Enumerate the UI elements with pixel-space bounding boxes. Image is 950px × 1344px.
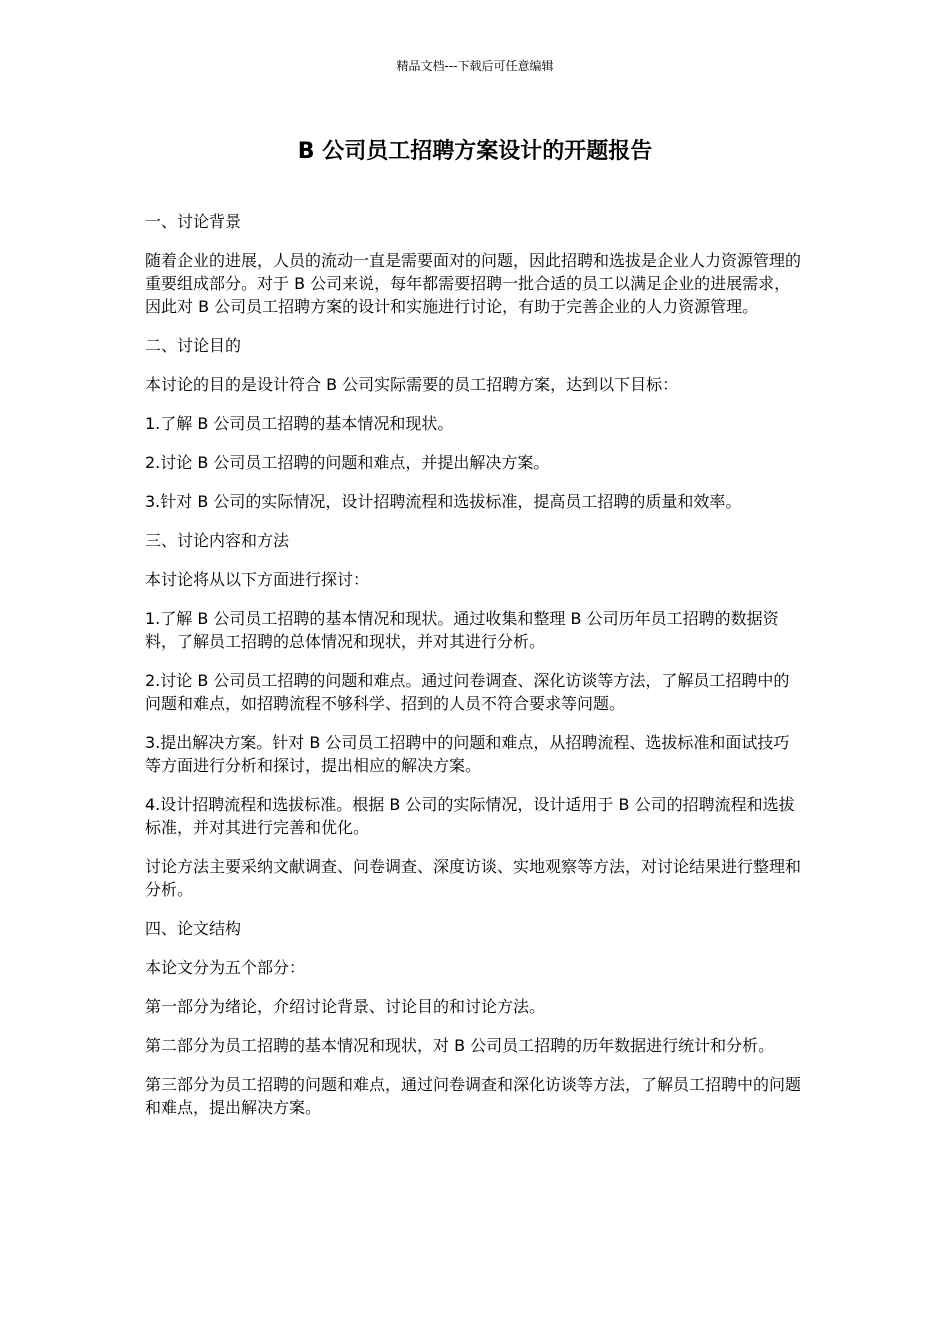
section-heading-content-methods: 三、讨论内容和方法: [145, 531, 290, 550]
section-heading-background: 一、讨论背景: [145, 212, 242, 231]
purpose-item-1: 1.了解 B 公司员工招聘的基本情况和现状。: [145, 414, 454, 433]
structure-part-1: 第一部分为绪论，介绍讨论背景、讨论目的和讨论方法。: [145, 997, 546, 1016]
content-item-4: 4.设计招聘流程和选拔标准。根据 B 公司的实际情况，设计适用于 B 公司的招聘流程和选拔标准，并对其进行完善和优化。: [145, 795, 795, 837]
content-item-1: 1.了解 B 公司员工招聘的基本情况和现状。通过收集和整理 B 公司历年员工招聘的数据资料，了解员工招聘的总体情况和现状，并对其进行分析。: [145, 609, 779, 651]
page-header: 精品文档---下载后可任意编辑: [396, 59, 554, 73]
paragraph-structure-intro: 本论文分为五个部分：: [145, 958, 306, 977]
document-title: B 公司员工招聘方案设计的开题报告: [297, 139, 653, 164]
section-heading-purpose: 二、讨论目的: [145, 336, 242, 355]
paragraph-methods: 讨论方法主要采纳文献调查、问卷调查、深度访谈、实地观察等方法，对讨论结果进行整理和分析。: [145, 857, 802, 899]
structure-part-3: 第三部分为员工招聘的问题和难点，通过问卷调查和深化访谈等方法，了解员工招聘中的问题和难点，提出解决方案。: [145, 1075, 802, 1117]
structure-part-2: 第二部分为员工招聘的基本情况和现状，对 B 公司员工招聘的历年数据进行统计和分析。: [145, 1036, 775, 1055]
paragraph-background: 随着企业的进展，人员的流动一直是需要面对的问题，因此招聘和选拔是企业人力资源管理的重要组成部分。对于 B 公司来说，每年都需要招聘一批合适的员工以满足企业的进展需求，因此对 B 公司员工招聘方案的设计和实施进行讨论，有助于完善企业的人力资源管理。: [145, 251, 802, 316]
paragraph-purpose-intro: 本讨论的目的是设计符合 B 公司实际需要的员工招聘方案，达到以下目标：: [145, 375, 679, 394]
paragraph-content-intro: 本讨论将从以下方面进行探讨：: [145, 570, 370, 589]
section-heading-structure: 四、论文结构: [145, 919, 242, 938]
document-body: [145, 210, 805, 1135]
purpose-item-3: 3.针对 B 公司的实际情况，设计招聘流程和选拔标准，提高员工招聘的质量和效率。: [145, 492, 742, 511]
purpose-item-2: 2.讨论 B 公司员工招聘的问题和难点，并提出解决方案。: [145, 453, 550, 472]
content-item-3: 3.提出解决方案。针对 B 公司员工招聘中的问题和难点，从招聘流程、选拔标准和面试技巧等方面进行分析和探讨，提出相应的解决方案。: [145, 733, 790, 775]
content-item-2: 2.讨论 B 公司员工招聘的问题和难点。通过问卷调查、深化访谈等方法，了解员工招聘中的问题和难点，如招聘流程不够科学、招到的人员不符合要求等问题。: [145, 671, 790, 713]
